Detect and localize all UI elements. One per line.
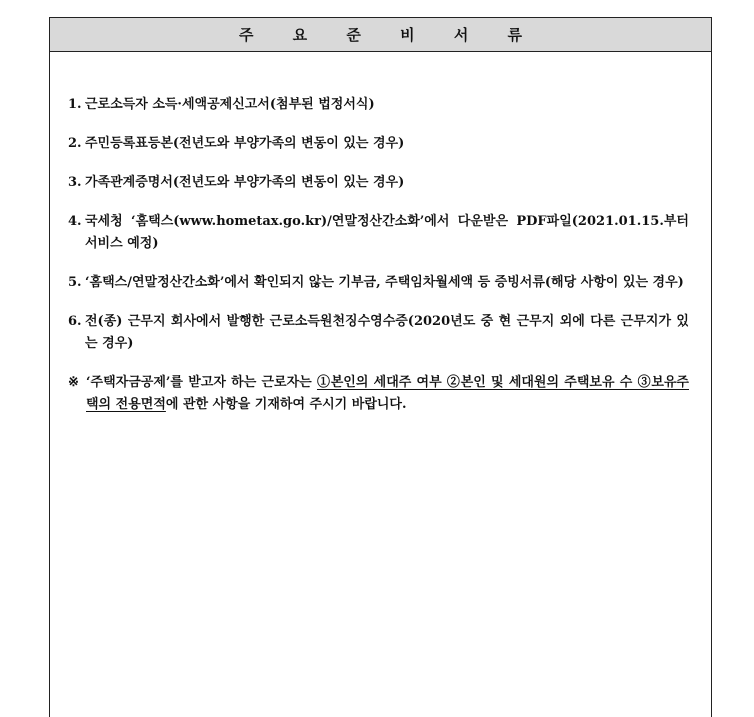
housing-fund-note: [68, 372, 689, 416]
list-item-4: [68, 211, 689, 255]
item-number: 6.: [68, 314, 82, 329]
note-prefix: ‘주택자금공제’를 받고자 하는 근로자는: [86, 375, 317, 390]
item-number: 2.: [68, 136, 82, 151]
item-number: 1.: [68, 97, 82, 112]
item-number: 4.: [68, 214, 82, 229]
document-box: [49, 17, 712, 717]
item-text: 근로소득자 소득·세액공제신고서(첨부된 법정서식): [85, 97, 375, 112]
document-title: 주 요 준 비 서 류: [50, 18, 711, 52]
item-text: 전(종) 근무지 회사에서 발행한 근로소득원천징수영수증(2020년도 중 현 근무지 외에 다른 근무지가 있는 경우): [85, 314, 689, 351]
item-number: 3.: [68, 175, 82, 190]
reference-mark-icon: ※: [68, 375, 79, 390]
list-item-3: [68, 172, 689, 194]
item-number: 5.: [68, 275, 82, 290]
item-text: 가족관계증명서(전년도와 부양가족의 변동이 있는 경우): [85, 175, 405, 190]
list-item-6: [68, 311, 689, 355]
list-item-5: [68, 272, 689, 294]
note-text: [86, 372, 689, 416]
note-suffix: 에 관한 사항을 기재하여 주시기 바랍니다.: [165, 397, 407, 412]
item-text: 주민등록표등본(전년도와 부양가족의 변동이 있는 경우): [85, 136, 405, 151]
document-body: [50, 52, 711, 416]
list-item-1: [68, 94, 689, 116]
item-text: ‘홈택스/연말정산간소화’에서 확인되지 않는 기부금, 주택임차월세액 등 증빙서류(해당 사항이 있는 경우): [85, 275, 684, 290]
note-underlined: ①본인의 세대주 여부 ②본인 및 세대원의 주택보유 수 ③보유주택의 전용면적: [86, 375, 689, 412]
list-item-2: [68, 133, 689, 155]
item-text: 국세청 ‘홈택스(www.hometax.go.kr)/연말정산간소화’에서 다운받은 PDF파일(2021.01.15.부터 서비스 예정): [85, 214, 689, 251]
